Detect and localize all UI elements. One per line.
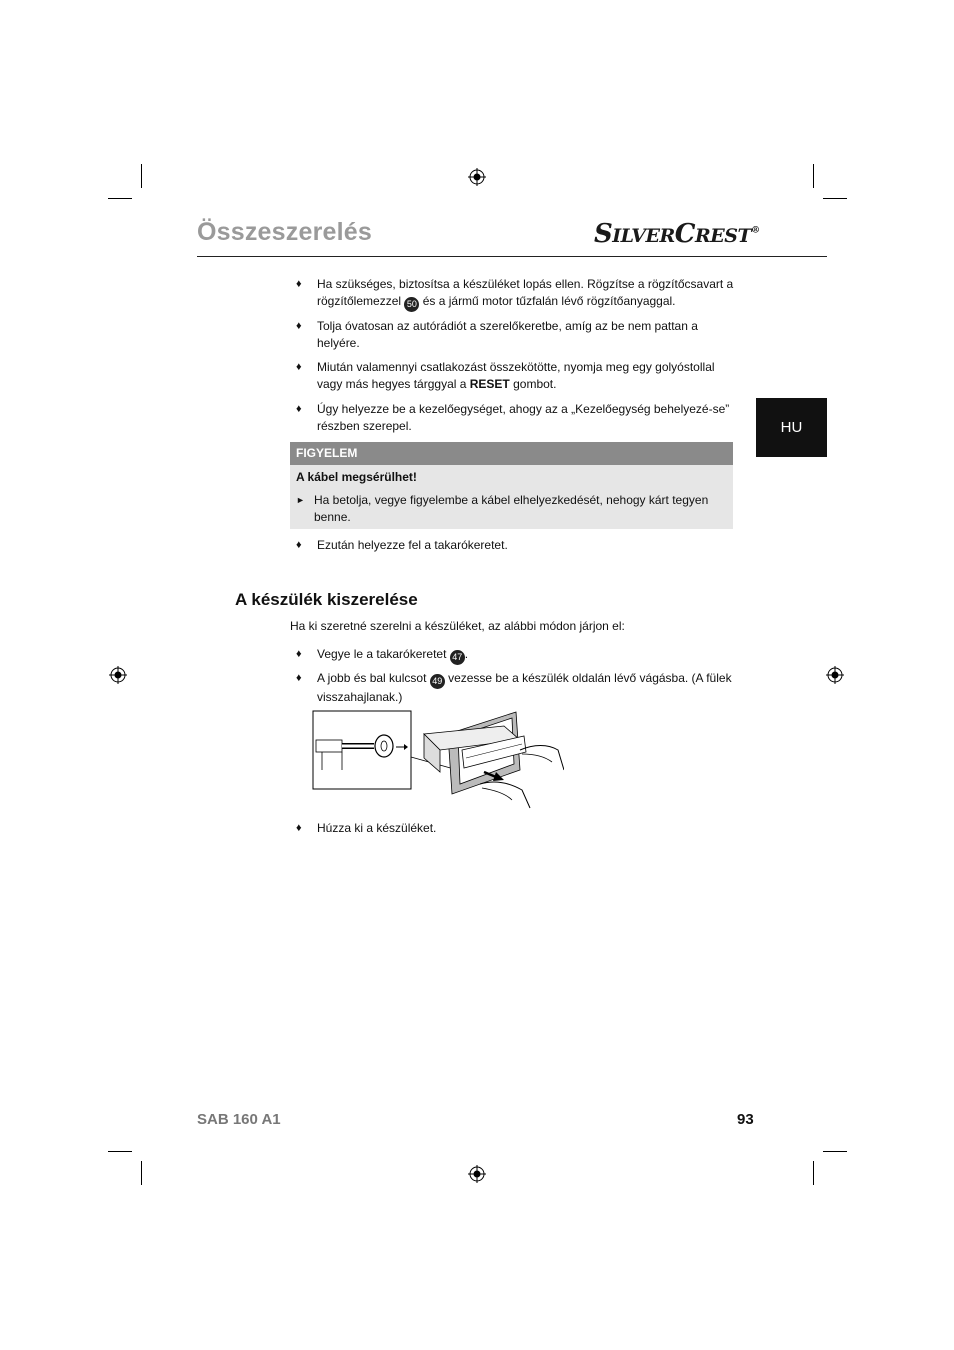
registration-mark-icon bbox=[468, 1165, 486, 1183]
list-item: ♦ Ha szükséges, biztosítsa a készüléket lopás ellen. Rögzítse a rögzítőcsavart a rögzítőlemezzel 50 és a jármű motor tűzfalán lévő rögzítőanyaggal. bbox=[296, 276, 736, 312]
brand-logo: SILVERCREST® bbox=[594, 219, 760, 249]
header-rule bbox=[197, 256, 827, 257]
warning-item: ► Ha betolja, vegye figyelembe a kábel elhelyezkedését, nehogy kárt tegyen benne. bbox=[296, 493, 709, 524]
diamond-bullet-icon: ♦ bbox=[296, 320, 302, 332]
page-number: 93 bbox=[737, 1111, 754, 1128]
section-intro: Ha ki szeretné szerelni a készüléket, az alábbi módon járjon el: bbox=[290, 619, 625, 633]
diamond-bullet-icon: ♦ bbox=[296, 648, 302, 660]
crop-mark bbox=[108, 198, 132, 199]
crop-mark bbox=[141, 1161, 142, 1185]
diamond-bullet-icon: ♦ bbox=[296, 822, 302, 834]
crop-mark bbox=[823, 1151, 847, 1152]
crop-mark bbox=[823, 198, 847, 199]
warning-subtitle: A kábel megsérülhet! bbox=[296, 470, 417, 484]
reset-label: RESET bbox=[469, 377, 510, 391]
reference-number-badge: 49 bbox=[430, 674, 445, 689]
triangle-arrow-icon: ► bbox=[296, 495, 305, 505]
page-title: Összeszerelés bbox=[197, 218, 372, 246]
list-item: ♦ Miután valamennyi csatlakozást összekötötte, nyomja meg egy golyóstollal vagy más hegyes tárggyal a RESET gombot. bbox=[296, 360, 715, 391]
registration-mark-icon bbox=[468, 168, 486, 186]
crop-mark bbox=[141, 164, 142, 188]
list-item: ♦ Vegye le a takarókeretet 47 . bbox=[296, 646, 736, 665]
language-tab: HU bbox=[756, 398, 827, 457]
list-item: ♦ Húzza ki a készüléket. bbox=[296, 821, 437, 835]
registration-mark-icon bbox=[826, 666, 844, 684]
footer-model: SAB 160 A1 bbox=[197, 1111, 281, 1128]
diamond-bullet-icon: ♦ bbox=[296, 672, 302, 684]
warning-header: FIGYELEM bbox=[290, 442, 733, 465]
diamond-bullet-icon: ♦ bbox=[296, 278, 302, 290]
diamond-bullet-icon: ♦ bbox=[296, 361, 302, 373]
diamond-bullet-icon: ♦ bbox=[296, 539, 302, 551]
crop-mark bbox=[813, 164, 814, 188]
crop-mark bbox=[813, 1161, 814, 1185]
diamond-bullet-icon: ♦ bbox=[296, 403, 302, 415]
removal-illustration bbox=[312, 710, 564, 810]
reference-number-badge: 47 bbox=[450, 650, 465, 665]
list-item: ♦ Tolja óvatosan az autórádiót a szerelőkeretbe, amíg az be nem pattan a helyére. bbox=[296, 319, 698, 350]
registration-mark-icon bbox=[109, 666, 127, 684]
list-item: ♦ Ezután helyezze fel a takarókeretet. bbox=[296, 538, 508, 552]
list-item: ♦ A jobb és bal kulcsot 49 vezesse be a készülék oldalán lévő vágásba. (A fülek visszahajlanak.) bbox=[296, 671, 732, 704]
crop-mark bbox=[108, 1151, 132, 1152]
section-heading: A készülék kiszerelése bbox=[235, 590, 418, 609]
reference-number-badge: 50 bbox=[404, 297, 419, 312]
list-item: ♦ Úgy helyezze be a kezelőegységet, ahogy az a „Kezelőegység behelyezé-se” részben szerepel. bbox=[296, 402, 730, 433]
